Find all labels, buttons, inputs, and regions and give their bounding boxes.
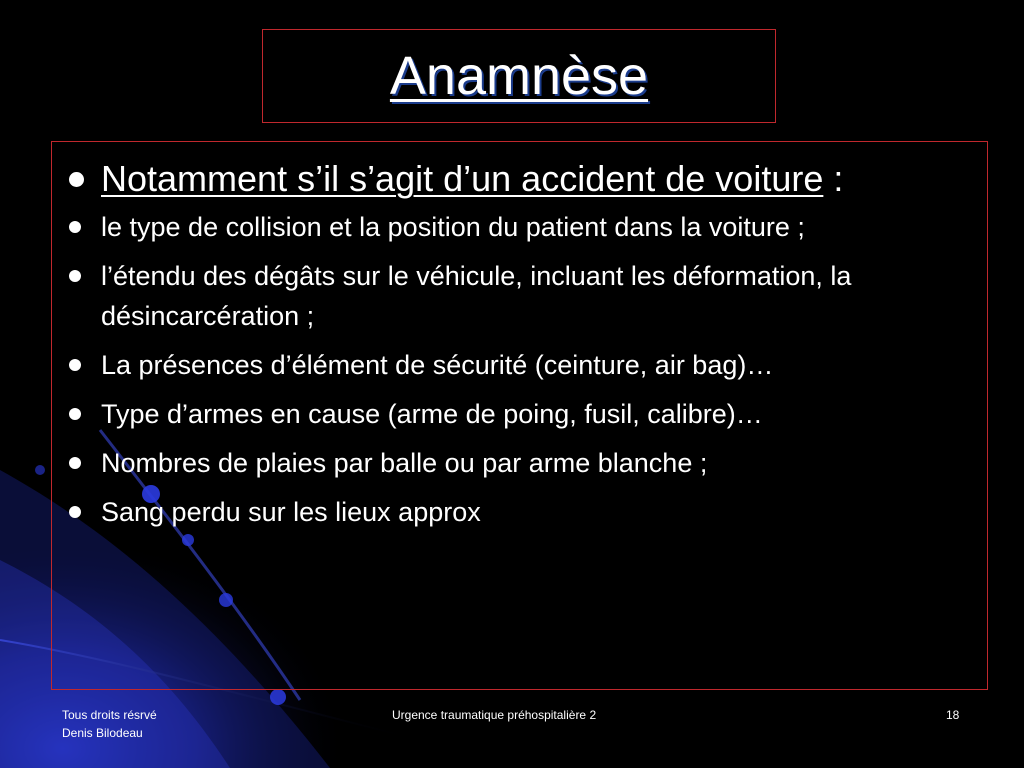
bullet-dot-icon	[69, 408, 81, 420]
bullet-item-lead	[52, 156, 987, 201]
bullet-item	[52, 443, 987, 483]
bullet-dot-icon	[69, 270, 81, 282]
lead-trailing-text: :	[823, 158, 844, 199]
bullet-text: le type de collision et la position du patient dans la voiture ;	[101, 212, 805, 242]
bullet-text: Nombres de plaies par balle ou par arme blanche ;	[101, 448, 708, 478]
footer-copyright	[62, 706, 157, 742]
bullet-text: l’étendu des dégâts sur le véhicule, incluant les déformation, la désincarcération ;	[101, 261, 852, 331]
bullet-dot-icon	[69, 172, 84, 187]
bullet-dot-icon	[69, 506, 81, 518]
bullet-dot-icon	[69, 221, 81, 233]
content-frame	[51, 141, 988, 690]
bullet-list	[52, 156, 987, 541]
bullet-item	[52, 256, 987, 336]
lead-underlined-text: Notamment s’il s’agit d’un accident de voiture	[101, 158, 824, 199]
slide-title: Anamnèse	[389, 46, 649, 106]
footer-page-number: 18	[946, 708, 960, 722]
bullet-item	[52, 394, 987, 434]
footer-author: Denis Bilodeau	[62, 726, 143, 740]
bullet-text: Sang perdu sur les lieux approx	[101, 497, 481, 527]
bullet-item	[52, 207, 987, 247]
footer-rights: Tous droits résrvé	[62, 708, 157, 722]
title-frame	[262, 29, 776, 123]
bullet-text: Type d’armes en cause (arme de poing, fusil, calibre)…	[101, 399, 763, 429]
bullet-dot-icon	[69, 457, 81, 469]
bullet-item	[52, 345, 987, 385]
bullet-dot-icon	[69, 359, 81, 371]
bullet-item	[52, 492, 987, 532]
footer-course-title: Urgence traumatique préhospitalière 2	[392, 708, 597, 722]
bullet-text: La présences d’élément de sécurité (ceinture, air bag)…	[101, 350, 774, 380]
